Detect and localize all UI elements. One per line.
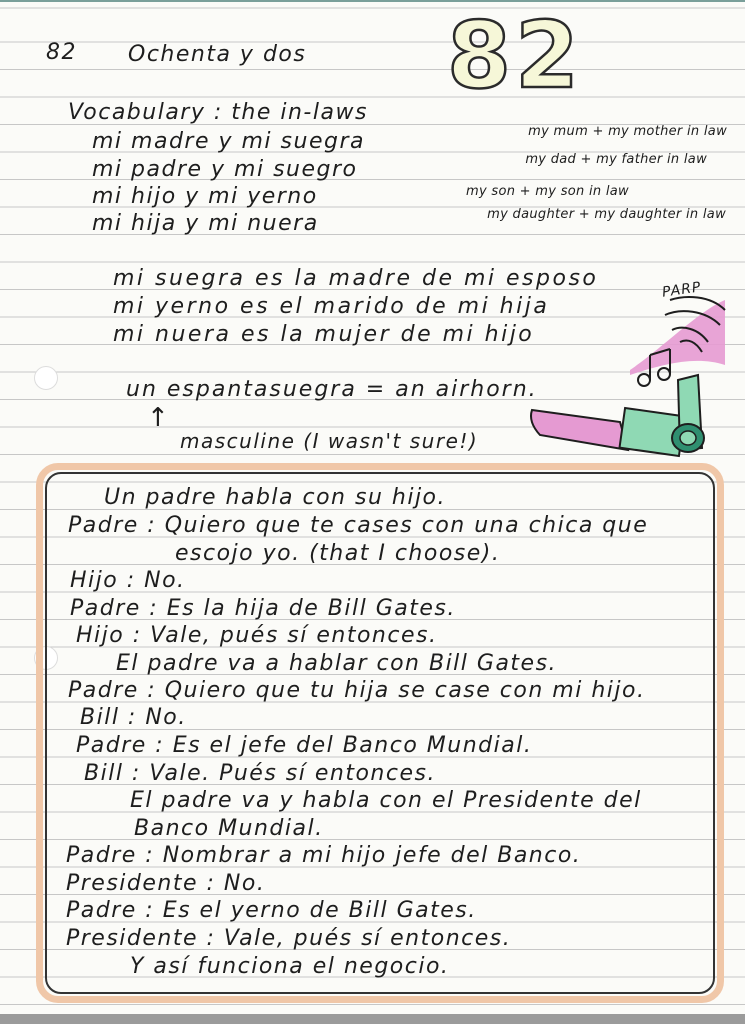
story-line: El padre va a hablar con Bill Gates.: [116, 651, 558, 676]
story-line: escojo yo. (that I choose).: [175, 541, 501, 566]
page-number: 82: [46, 40, 77, 65]
vocabulary-title: Vocabulary : the in-laws: [68, 100, 368, 125]
story-line: Padre : Es la hija de Bill Gates.: [70, 596, 456, 621]
vocab-english: my dad + my father in law: [525, 152, 707, 167]
vocab-english: my mum + my mother in law: [528, 124, 727, 139]
story-line: Y así funciona el negocio.: [130, 954, 450, 979]
story-line: Presidente : Vale, pués sí entonces.: [66, 926, 512, 951]
vocab-spanish: mi madre y mi suegra: [92, 129, 365, 154]
story-line: Banco Mundial.: [134, 816, 324, 841]
top-margin-line: [0, 0, 745, 2]
story-line: Padre : Quiero que te cases con una chica que: [68, 513, 649, 538]
story-line: Bill : No.: [80, 705, 187, 730]
story-line: Padre : Es el jefe del Banco Mundial.: [76, 733, 533, 758]
vocab-spanish: mi padre y mi suegro: [92, 157, 358, 182]
vocab-english: my daughter + my daughter in law: [487, 207, 726, 222]
page-number-words: Ochenta y dos: [128, 42, 307, 67]
vocab-spanish: mi hijo y mi yerno: [92, 184, 318, 209]
airhorn-drawing: [520, 270, 745, 470]
punch-hole: [34, 366, 58, 390]
story-line: Padre : Es el yerno de Bill Gates.: [66, 898, 477, 923]
story-line: Bill : Vale. Pués sí entonces.: [84, 761, 436, 786]
up-arrow-icon: ↑: [147, 403, 169, 433]
big-page-number: 82: [447, 2, 584, 109]
vocab-spanish: mi hija y mi nuera: [92, 211, 319, 236]
story-line: Presidente : No.: [66, 871, 266, 896]
story-line: El padre va y habla con el Presidente del: [130, 788, 642, 813]
definition-line: mi nuera es la mujer de mi hijo: [113, 322, 535, 347]
story-line: Padre : Nombrar a mi hijo jefe del Banco.: [66, 843, 582, 868]
story-line: Hijo : No.: [70, 568, 186, 593]
parp-sound-text: PARP: [661, 279, 703, 301]
story-line: Padre : Quiero que tu hija se case con mi hijo.: [68, 678, 646, 703]
vocab-english: my son + my son in law: [466, 184, 629, 199]
definition-line: mi yerno es el marido de mi hija: [113, 294, 550, 319]
bottom-edge: [0, 1014, 745, 1024]
airhorn-line: un espantasuegra = an airhorn.: [126, 377, 538, 402]
definition-line: mi suegra es la madre de mi esposo: [113, 266, 599, 291]
story-line: Hijo : Vale, pués sí entonces.: [76, 623, 438, 648]
arrow-note: masculine (I wasn't sure!): [180, 429, 479, 453]
story-line: Un padre habla con su hijo.: [104, 485, 447, 510]
